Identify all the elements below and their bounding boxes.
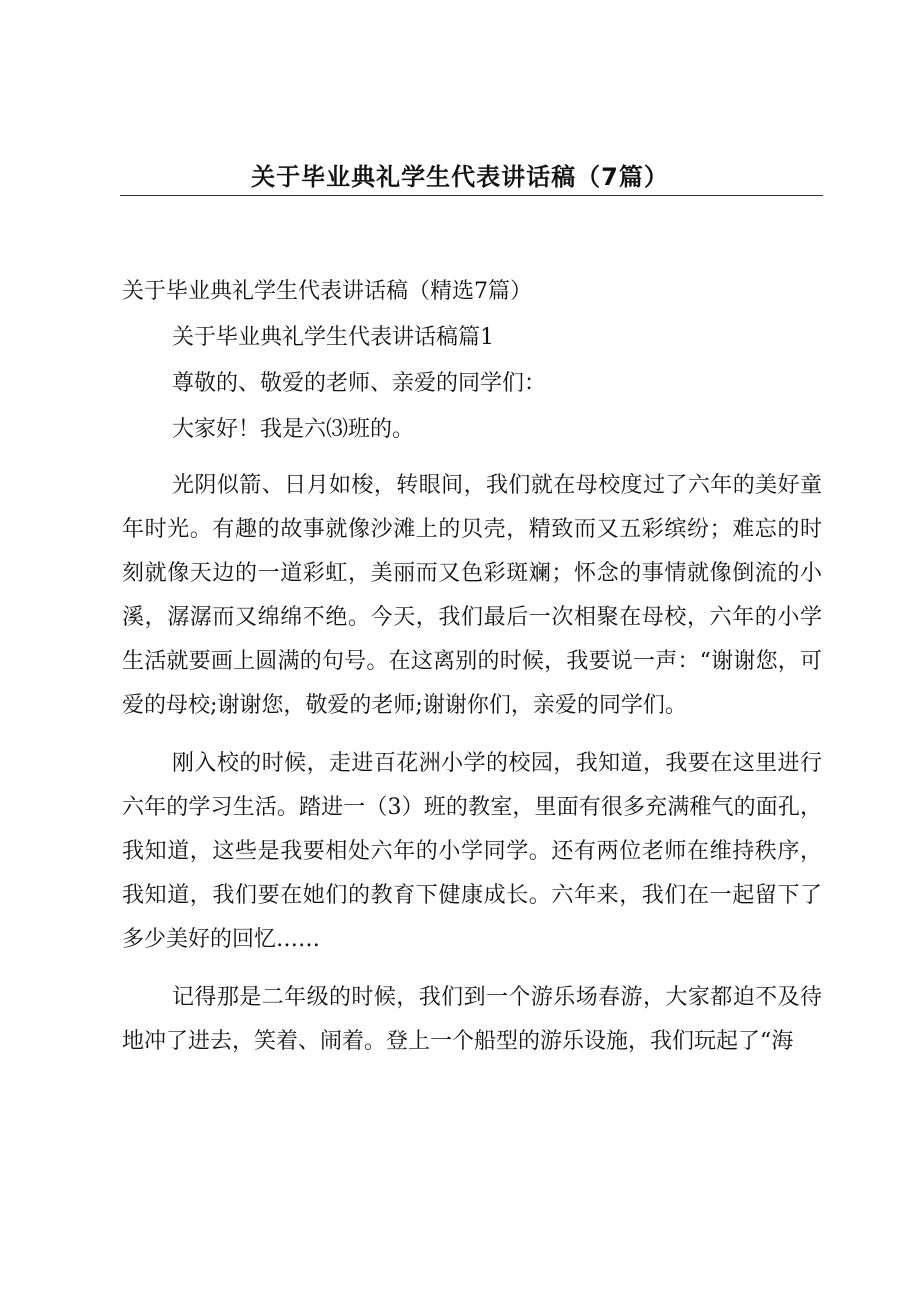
section-heading: 关于毕业典礼学生代表讲话稿篇1 xyxy=(172,325,494,350)
document-title: 关于毕业典礼学生代表讲话稿（7篇） xyxy=(251,163,669,191)
body-paragraph: 记得那是二年级的时候，我们到一个游乐场春游，大家都迫不及待地冲了进去，笑着、闹着。登上一个船型的游乐设施，我们玩起了“海 xyxy=(122,985,822,1054)
body-paragraph: 光阴似箭、日月如梭，转眼间，我们就在母校度过了六年的美好童年时光。有趣的故事就像沙滩上的贝壳，精致而又五彩缤纷；难忘的时刻就像天边的一道彩虹，美丽而又色彩斑斓；怀念的事情就像倒流的小溪，潺潺而又绵绵不绝。今天，我们最后一次相聚在母校，六年的小学生活就要画上圆满的句号。在这离别的时候，我要说一声：“谢谢您，可爱的母校;谢谢您，敬爱的老师;谢谢你们，亲爱的同学们。 xyxy=(122,473,822,718)
greeting: 大家好！我是六⑶班的。 xyxy=(172,417,415,442)
body-paragraph: 刚入校的时候，走进百花洲小学的校园，我知道，我要在这里进行六年的学习生活。踏进一（3）班的教室，里面有很多充满稚气的面孔，我知道，这些是我要相处六年的小学同学。还有两位老师在维持秩序，我知道，我们要在她们的教育下健康成长。六年来，我们在一起留下了多少美好的回忆…… xyxy=(122,751,822,952)
title-underline xyxy=(120,195,823,196)
document-body xyxy=(122,272,822,1064)
document-subtitle: 关于毕业典礼学生代表讲话稿（精选7篇） xyxy=(122,279,532,304)
salutation: 尊敬的、敬爱的老师、亲爱的同学们： xyxy=(172,371,547,396)
